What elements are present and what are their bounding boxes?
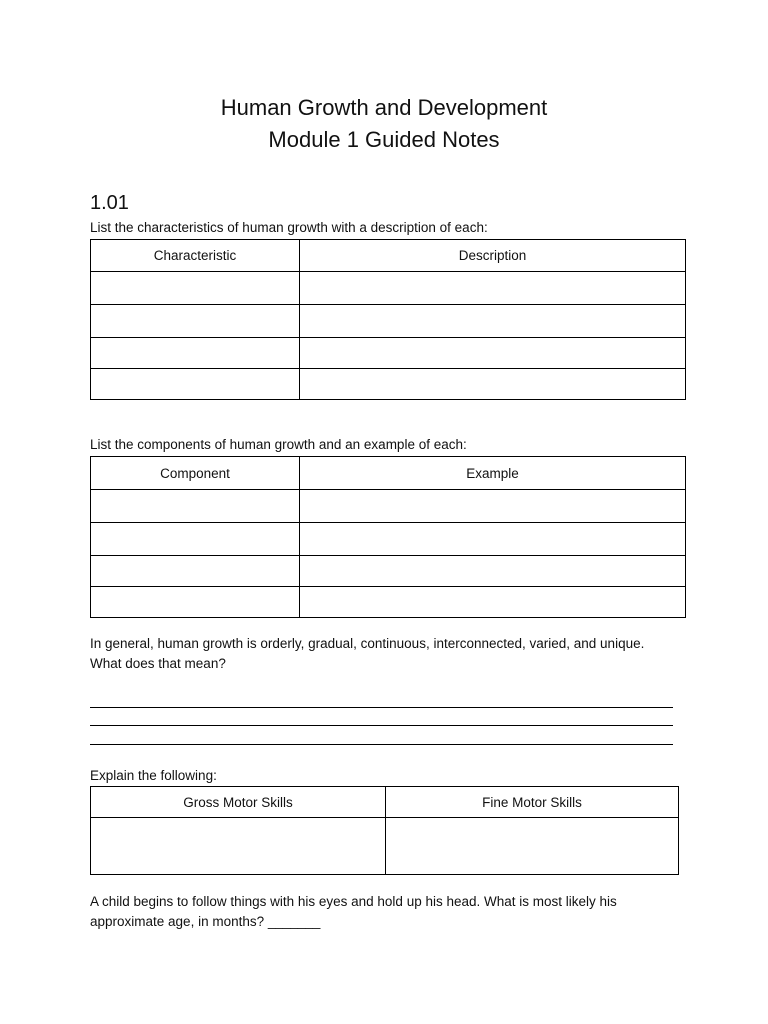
component-cell[interactable] [91,523,300,556]
example-cell[interactable] [300,490,686,523]
answer-line[interactable] [90,707,673,708]
answer-line[interactable] [90,744,673,745]
description-cell[interactable] [300,272,686,305]
example-cell[interactable] [300,523,686,556]
child-question-line2: approximate age, in months? _______ [90,914,321,929]
page-title-line2: Module 1 Guided Notes [268,127,500,152]
characteristics-table [90,239,686,400]
example-header: Example [300,457,686,490]
fine-motor-header: Fine Motor Skills [386,787,679,818]
child-question-line1: A child begins to follow things with his eyes and hold up his head. What is most likely his [90,894,617,909]
section-number: 1.01 [90,192,129,214]
answer-line[interactable] [90,725,673,726]
component-header: Component [91,457,300,490]
general-question-line1: In general, human growth is orderly, gradual, continuous, interconnected, varied, and unique. [90,636,645,651]
characteristic-cell[interactable] [91,338,300,369]
component-cell[interactable] [91,490,300,523]
fine-motor-cell[interactable] [386,818,679,875]
motor-skills-table [90,786,679,875]
general-question-line2: What does that mean? [90,656,226,671]
description-cell[interactable] [300,305,686,338]
characteristics-prompt: List the characteristics of human growth with a description of each: [90,220,488,235]
components-table [90,456,686,618]
characteristic-header: Characteristic [91,240,300,272]
gross-motor-header: Gross Motor Skills [91,787,386,818]
characteristic-cell[interactable] [91,272,300,305]
characteristic-cell[interactable] [91,369,300,400]
example-cell[interactable] [300,587,686,618]
gross-motor-cell[interactable] [91,818,386,875]
description-cell[interactable] [300,369,686,400]
description-cell[interactable] [300,338,686,369]
components-prompt: List the components of human growth and an example of each: [90,437,467,452]
page-title-line1: Human Growth and Development [220,95,548,120]
example-cell[interactable] [300,556,686,587]
component-cell[interactable] [91,556,300,587]
characteristic-cell[interactable] [91,305,300,338]
motor-skills-prompt: Explain the following: [90,768,217,783]
component-cell[interactable] [91,587,300,618]
description-header: Description [300,240,686,272]
